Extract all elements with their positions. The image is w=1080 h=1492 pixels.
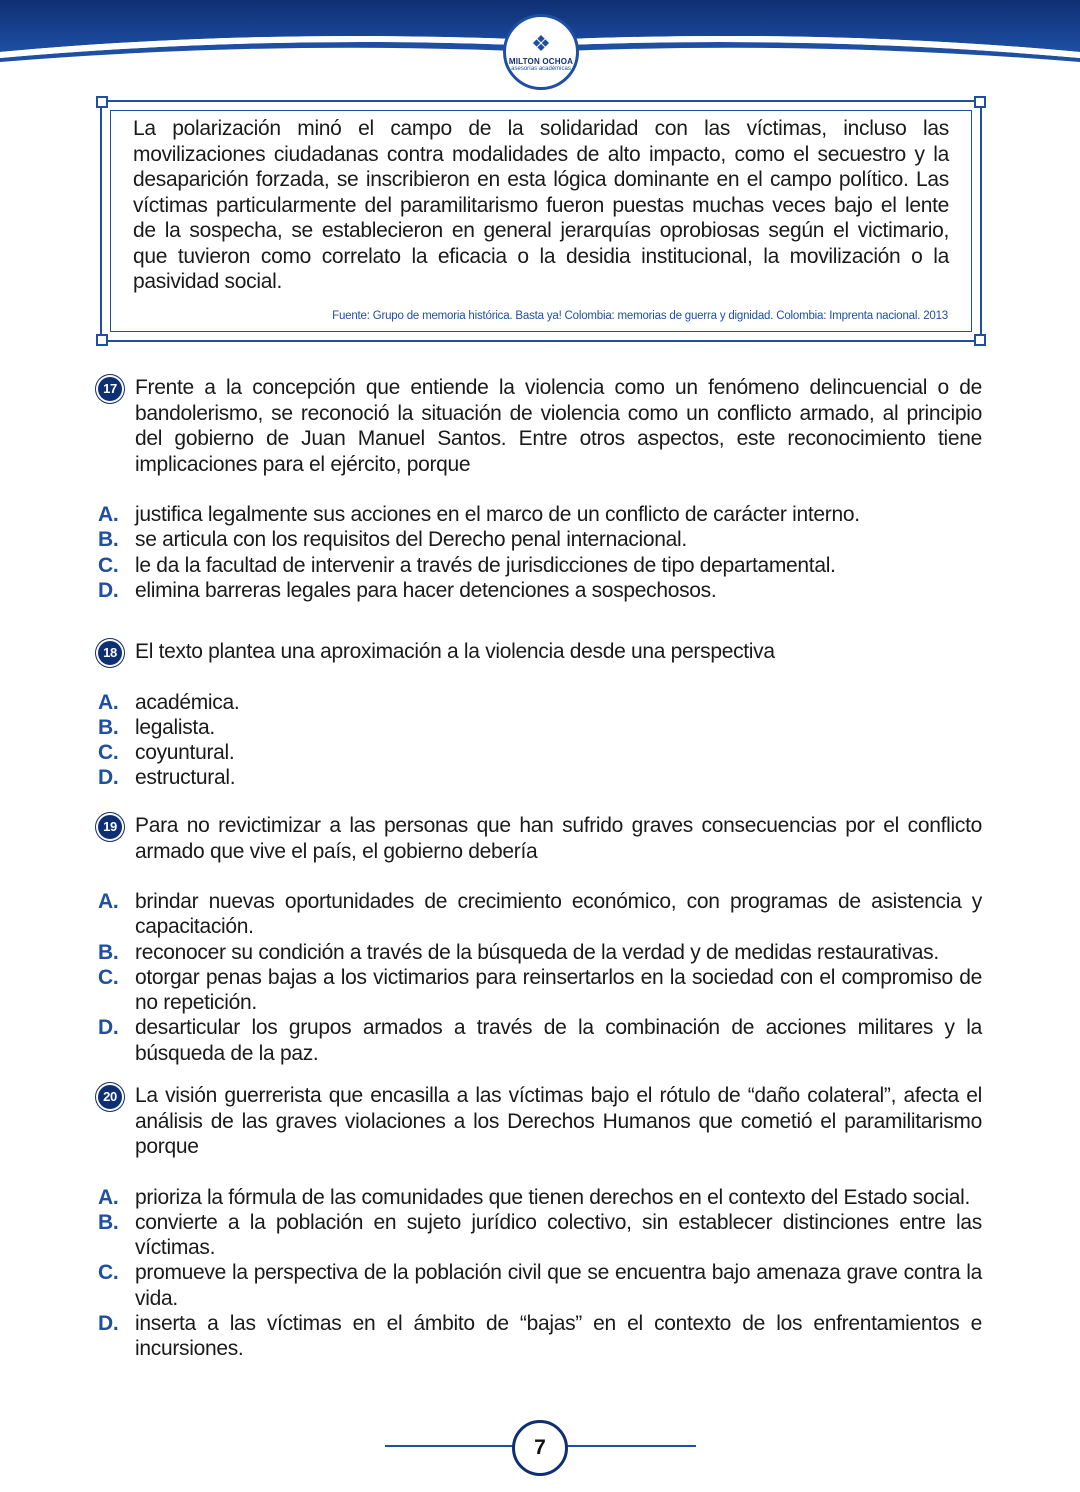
- question-text: El texto plantea una aproximación a la violencia desde una perspectiva: [135, 640, 775, 663]
- quote-text: La polarización minó el campo de la solidaridad con las víctimas, incluso las movilizaciones ciudadanas contra modalidades de alto impacto, como el secuestro y la desaparición forzada, se inscribieron en esta lógica dominante en el campo político. Las víctimas particularmente del paramilitarismo fueron puestas muchas veces bajo el lente de la sospecha, se establecieron en general jerarquías oprobiosas según el victimario, que tuvieron como correlato la eficacia o la desidia institucional, la movilización o la pasividad social.: [133, 117, 949, 293]
- option-letter: D.: [98, 766, 119, 790]
- option-d[interactable]: [98, 578, 982, 603]
- question-text: La visión guerrerista que encasilla a las víctimas bajo el rótulo de “daño colateral”, afecta el análisis de las graves violaciones a los Derechos Humanos que cometió el paramilitarismo porque: [135, 1084, 982, 1158]
- option-c[interactable]: [98, 965, 982, 1016]
- option-text: reconocer su condición a través de la búsqueda de la verdad y de medidas restaurativas.: [135, 940, 939, 964]
- question-number-badge: 20: [98, 1085, 122, 1109]
- options-list: [98, 502, 982, 603]
- page-number: 7: [512, 1420, 568, 1476]
- option-b[interactable]: [98, 1210, 982, 1261]
- option-c[interactable]: [98, 1260, 982, 1311]
- question-stem: [98, 813, 982, 864]
- option-letter: C.: [98, 965, 119, 989]
- option-text: legalista.: [135, 715, 215, 739]
- option-letter: C.: [98, 553, 119, 577]
- corner-ornament-icon: [96, 334, 108, 346]
- corner-ornament-icon: [974, 334, 986, 346]
- question-20: [98, 1083, 982, 1362]
- question-number-badge: 19: [98, 815, 122, 839]
- option-letter: C.: [98, 1261, 119, 1285]
- options-list: [98, 889, 982, 1066]
- option-text: académica.: [135, 690, 240, 714]
- option-b[interactable]: [98, 527, 982, 552]
- logo: [503, 14, 579, 90]
- option-letter: D.: [98, 1311, 119, 1335]
- option-letter: B.: [98, 715, 119, 739]
- option-c[interactable]: [98, 553, 982, 578]
- option-text: estructural.: [135, 766, 236, 790]
- question-stem: [98, 639, 982, 665]
- question-18: [98, 639, 982, 791]
- option-text: elimina barreras legales para hacer detenciones a sospechosos.: [135, 578, 717, 602]
- option-text: justifica legalmente sus acciones en el marco de un conflicto de carácter interno.: [135, 503, 860, 526]
- question-19: [98, 813, 982, 1066]
- option-letter: B.: [98, 940, 119, 964]
- option-d[interactable]: [98, 1311, 982, 1362]
- option-a[interactable]: [98, 889, 982, 940]
- option-text: otorgar penas bajas a los victimarios para reinsertarlos en la sociedad con el compromiso de no repetición.: [135, 965, 982, 1015]
- option-b[interactable]: [98, 940, 982, 965]
- option-letter: B.: [98, 528, 119, 552]
- corner-ornament-icon: [974, 96, 986, 108]
- option-a[interactable]: [98, 690, 982, 715]
- option-a[interactable]: [98, 502, 982, 527]
- footer-line-left: [385, 1445, 515, 1447]
- option-d[interactable]: [98, 765, 982, 790]
- option-text: promueve la perspectiva de la población civil que se encuentra bajo amenaza grave contra la vida.: [135, 1261, 982, 1310]
- footer-line-right: [566, 1445, 696, 1447]
- option-b[interactable]: [98, 715, 982, 740]
- option-letter: D.: [98, 1016, 119, 1040]
- question-stem: [98, 375, 982, 477]
- option-text: desarticular los grupos armados a través de la combinación de acciones militares y la búsqueda de la paz.: [135, 1016, 982, 1065]
- option-text: coyuntural.: [135, 741, 235, 765]
- option-text: le da la facultad de intervenir a través de jurisdicciones de tipo departamental.: [135, 553, 836, 577]
- book-icon: ❖: [531, 30, 551, 56]
- option-letter: A.: [98, 690, 119, 714]
- option-letter: A.: [98, 1185, 119, 1209]
- logo-subtitle: asesorías académicas: [511, 65, 571, 72]
- option-text: brindar nuevas oportunidades de crecimiento económico, con programas de asistencia y capacitación.: [135, 890, 982, 939]
- option-letter: C.: [98, 741, 119, 765]
- corner-ornament-icon: [96, 96, 108, 108]
- quote-source: Fuente: Grupo de memoria histórica. Basta ya! Colombia: memorias de guerra y dignidad. Colombia: Imprenta nacional. 2013: [332, 310, 948, 322]
- question-17: [98, 375, 982, 603]
- question-number-badge: 18: [98, 641, 122, 665]
- options-list: [98, 690, 982, 791]
- question-text: Para no revictimizar a las personas que han sufrido graves consecuencias por el conflicto armado que vive el país, el gobierno debería: [135, 814, 982, 863]
- question-stem: [98, 1083, 982, 1160]
- option-d[interactable]: [98, 1015, 982, 1066]
- option-text: se articula con los requisitos del Derecho penal internacional.: [135, 528, 687, 552]
- option-text: inserta a las víctimas en el ámbito de “bajas” en el contexto de los enfrentamientos e incursiones.: [135, 1311, 982, 1361]
- option-c[interactable]: [98, 740, 982, 765]
- option-letter: A.: [98, 503, 119, 526]
- option-text: convierte a la población en sujeto jurídico colectivo, sin establecer distinciones entre las víctimas.: [135, 1210, 982, 1260]
- option-text: prioriza la fórmula de las comunidades que tienen derechos en el contexto del Estado social.: [135, 1185, 971, 1209]
- option-a[interactable]: [98, 1185, 982, 1210]
- logo-name: MILTON OCHOA: [508, 56, 574, 66]
- options-list: [98, 1185, 982, 1362]
- question-number-badge: 17: [98, 377, 122, 401]
- option-letter: D.: [98, 578, 119, 602]
- option-letter: B.: [98, 1210, 119, 1234]
- quote-box: [100, 100, 982, 342]
- option-letter: A.: [98, 890, 119, 913]
- question-text: Frente a la concepción que entiende la violencia como un fenómeno delincuencial o de bandolerismo, se reconoció la situación de violencia como un conflicto armado, al principio del gobierno de Juan Manuel Santos. Entre otros aspectos, este reconocimiento tiene implicaciones para el ejército, porque: [135, 376, 982, 476]
